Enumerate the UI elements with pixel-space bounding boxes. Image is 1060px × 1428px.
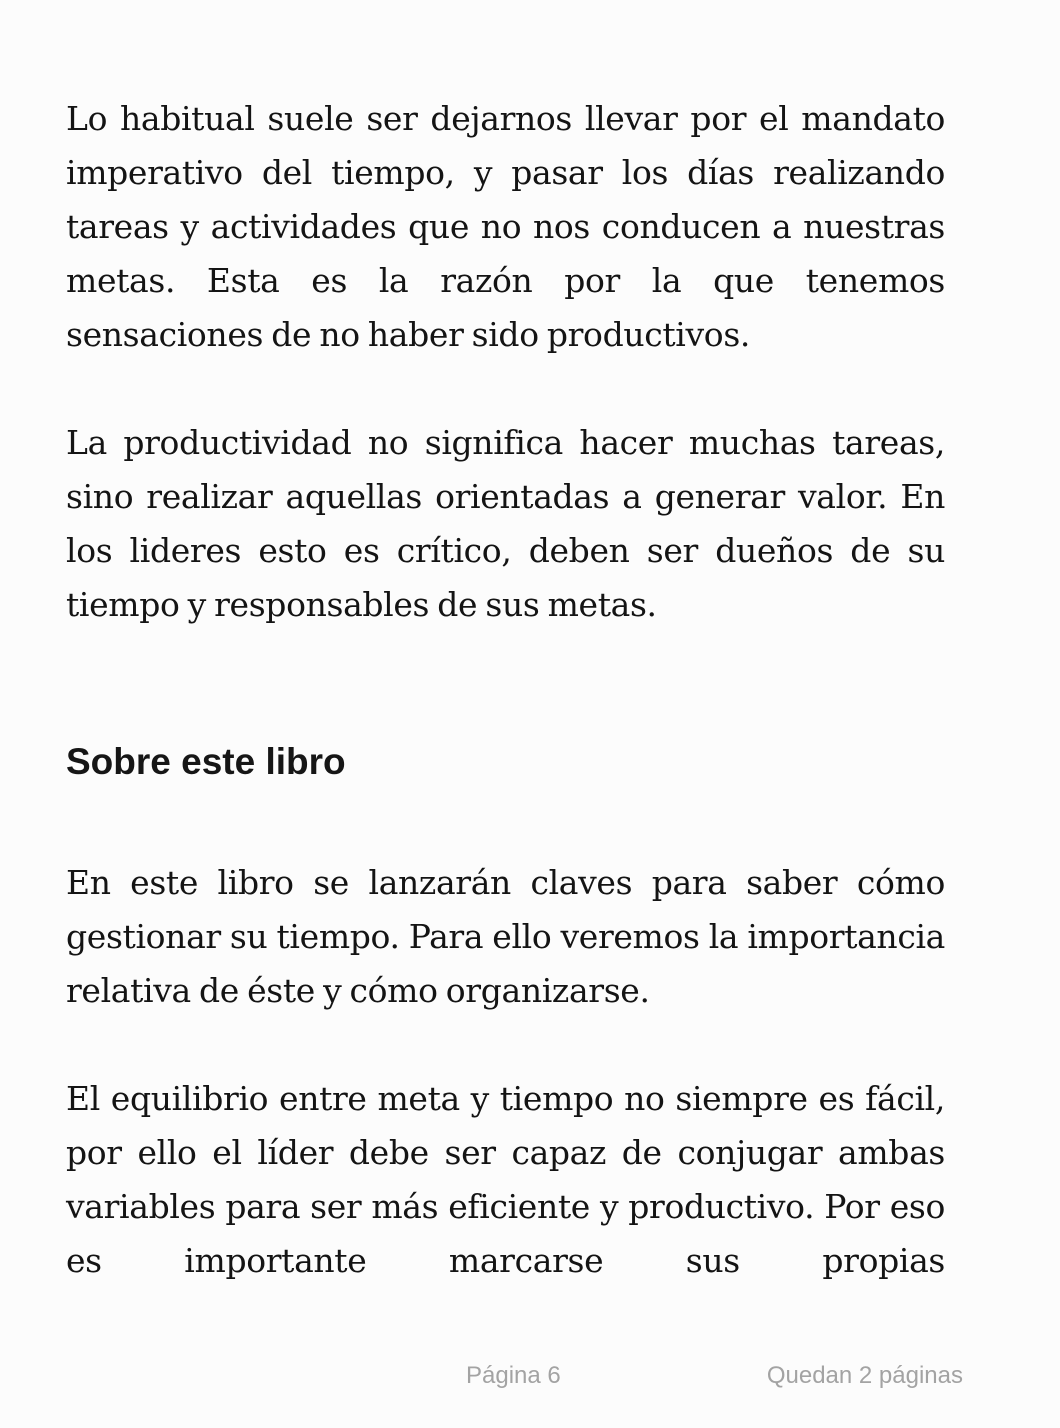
paragraph: El equilibrio entre meta y tiempo no siempre es fácil, por ello el líder debe ser capaz de conjugar ambas variables para ser más eficiente y productivo. Por eso es importante marcarse sus propias	[66, 1079, 945, 1280]
reader-page-content	[66, 92, 945, 1288]
page-number: Página 6	[466, 1362, 561, 1389]
paragraph: En este libro se lanzarán claves para saber cómo gestionar su tiempo. Para ello veremos la importancia relativa de éste y cómo organizarse.	[66, 863, 945, 1010]
paragraph: Lo habitual suele ser dejarnos llevar por el mandato imperativo del tiempo, y pasar los días realizando tareas y actividades que no nos conducen a nuestras metas. Esta es la razón por la que tenemos sensaciones de no haber sido productivos.	[66, 99, 945, 354]
paragraph: La productividad no significa hacer muchas tareas, sino realizar aquellas orientadas a generar valor. En los lideres esto es crítico, deben ser dueños de su tiempo y responsables de sus metas.	[66, 423, 945, 624]
section-heading: Sobre este libro	[66, 741, 346, 782]
pages-remaining: Quedan 2 páginas	[766, 1362, 963, 1389]
